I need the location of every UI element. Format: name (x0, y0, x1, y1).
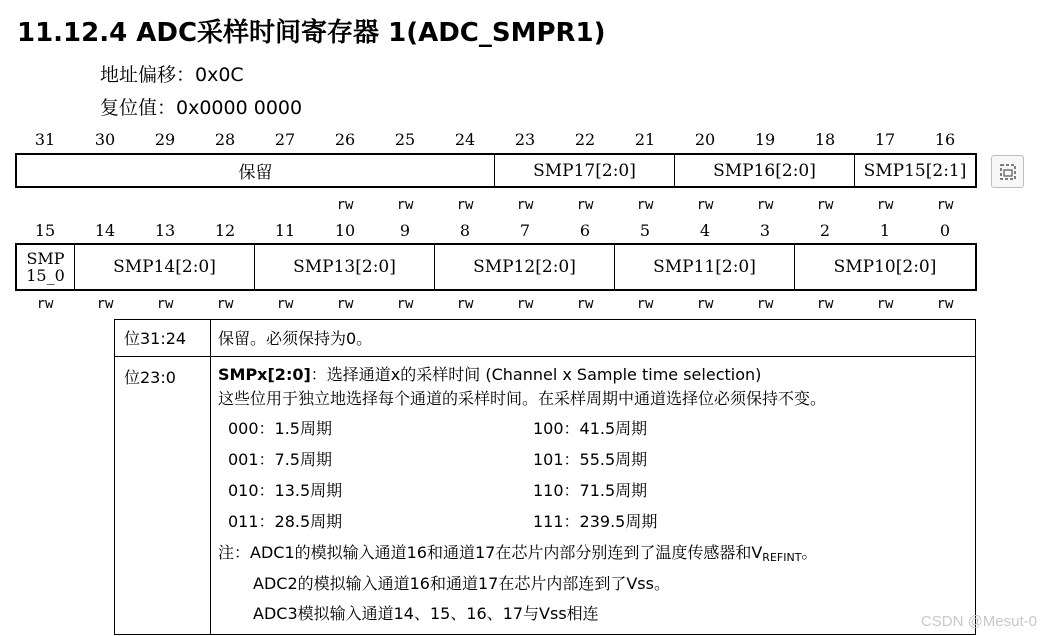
bit-number: 15 (34, 221, 56, 240)
access-type: rw (756, 296, 774, 312)
desc-row-text: 保留。必须保持为0。 (218, 329, 373, 348)
access-type: rw (936, 197, 954, 213)
sample-time-option: 010：13.5周期 (228, 481, 343, 500)
field-name: SMPx[2:0] (218, 365, 311, 384)
bit-number: 18 (814, 130, 836, 149)
access-type: rw (936, 296, 954, 312)
sample-time-option: 110：71.5周期 (533, 481, 648, 500)
access-type: rw (756, 197, 774, 213)
bit-number: 21 (634, 130, 656, 149)
bit-number: 10 (334, 221, 356, 240)
register-upper (15, 153, 977, 188)
register-field: SMP17[2:0] (495, 155, 675, 186)
bit-number: 25 (394, 130, 416, 149)
bit-number: 29 (154, 130, 176, 149)
bit-number: 9 (399, 221, 411, 240)
bit-number: 27 (274, 130, 296, 149)
bit-number: 3 (759, 221, 771, 240)
bit-number: 23 (514, 130, 536, 149)
bit-number: 16 (934, 130, 956, 149)
screenshot-icon[interactable] (991, 155, 1024, 188)
bit-number: 5 (639, 221, 651, 240)
register-field: SMP16[2:0] (675, 155, 855, 186)
register-field: SMP13[2:0] (255, 245, 435, 289)
register-field-label-part: 15_0 (26, 266, 65, 285)
bit-description-table (114, 319, 976, 635)
bit-number: 8 (459, 221, 471, 240)
sample-time-option: 100：41.5周期 (533, 419, 648, 438)
bit-number: 17 (874, 130, 896, 149)
access-type: rw (876, 296, 894, 312)
bit-number: 28 (214, 130, 236, 149)
sample-time-option: 101：55.5周期 (533, 450, 648, 469)
bit-number: 30 (94, 130, 116, 149)
field-heading (218, 365, 968, 385)
bit-number: 22 (574, 130, 596, 149)
register-field: SMP11[2:0] (615, 245, 795, 289)
bit-number: 2 (819, 221, 831, 240)
access-type: rw (36, 296, 54, 312)
access-type: rw (576, 197, 594, 213)
access-type: rw (636, 197, 654, 213)
access-type: rw (336, 296, 354, 312)
access-type: rw (516, 197, 534, 213)
bit-number: 13 (154, 221, 176, 240)
bit-number: 20 (694, 130, 716, 149)
access-type: rw (456, 197, 474, 213)
sample-time-option: 111：239.5周期 (533, 512, 658, 531)
page-title: 11.12.4 ADC采样时间寄存器 1(ADC_SMPR1) (17, 18, 606, 48)
access-type: rw (456, 296, 474, 312)
sample-time-option: 001：7.5周期 (228, 450, 332, 469)
desc-row-label: 位23:0 (115, 357, 211, 634)
register-field: 保留 (17, 155, 495, 186)
bit-number: 26 (334, 130, 356, 149)
access-type: rw (816, 296, 834, 312)
register-field: SMP14[2:0] (75, 245, 255, 289)
watermark: CSDN @Mesut-0 (920, 613, 1037, 630)
access-type: rw (696, 197, 714, 213)
register-field-label-part: SMP (26, 249, 65, 268)
access-type: rw (636, 296, 654, 312)
note1-sub: REFINT (762, 551, 802, 564)
access-type: rw (96, 296, 114, 312)
desc-row-body (211, 357, 975, 634)
bit-number: 0 (939, 221, 951, 240)
sample-time-option: 011：28.5周期 (228, 512, 343, 531)
access-type: rw (156, 296, 174, 312)
access-type: rw (396, 197, 414, 213)
bit-number: 11 (274, 221, 296, 240)
access-type: rw (876, 197, 894, 213)
register-lower (15, 243, 977, 291)
desc-row-label: 位31:24 (115, 320, 211, 356)
address-offset: 地址偏移：0x0C (100, 64, 244, 86)
access-type: rw (276, 296, 294, 312)
register-field: SMP10[2:0] (833, 257, 937, 277)
bit-number: 12 (214, 221, 236, 240)
register-field: SMP15[2:1] (863, 160, 967, 181)
reset-value: 复位值：0x0000 0000 (100, 97, 303, 119)
desc-row-reserved (115, 320, 975, 357)
note1-suffix: 。 (801, 543, 818, 562)
bit-number: 7 (519, 221, 531, 240)
field-description: 这些位用于独立地选择每个通道的采样时间。在采样周期中通道选择位必须保持不变。 (218, 389, 827, 408)
register-field (17, 245, 75, 289)
desc-row-smpx (115, 357, 975, 634)
access-type: rw (216, 296, 234, 312)
bit-number: 4 (699, 221, 711, 240)
note-line: ADC3模拟输入通道14、15、16、17与Vss相连 (253, 604, 599, 623)
bit-number: 6 (579, 221, 591, 240)
bit-number: 24 (454, 130, 476, 149)
register-field: SMP12[2:0] (435, 245, 615, 289)
note-line: ADC2的模拟输入通道16和通道17在芯片内部连到了Vss。 (253, 574, 670, 593)
note-line (218, 537, 968, 568)
sample-time-options (228, 413, 968, 537)
access-type: rw (816, 197, 834, 213)
access-type: rw (396, 296, 414, 312)
field-title: ：选择通道x的采样时间 (Channel x Sample time selection) (310, 365, 762, 384)
sample-time-option: 000：1.5周期 (228, 419, 332, 438)
bit-number: 31 (34, 130, 56, 149)
access-type: rw (576, 296, 594, 312)
access-type: rw (696, 296, 714, 312)
bit-number: 19 (754, 130, 776, 149)
access-type: rw (336, 197, 354, 213)
bit-number: 1 (879, 221, 891, 240)
access-type: rw (516, 296, 534, 312)
note1-prefix: 注：ADC1的模拟输入通道16和通道17在芯片内部分别连到了温度传感器和V (218, 543, 763, 562)
bit-number: 14 (94, 221, 116, 240)
